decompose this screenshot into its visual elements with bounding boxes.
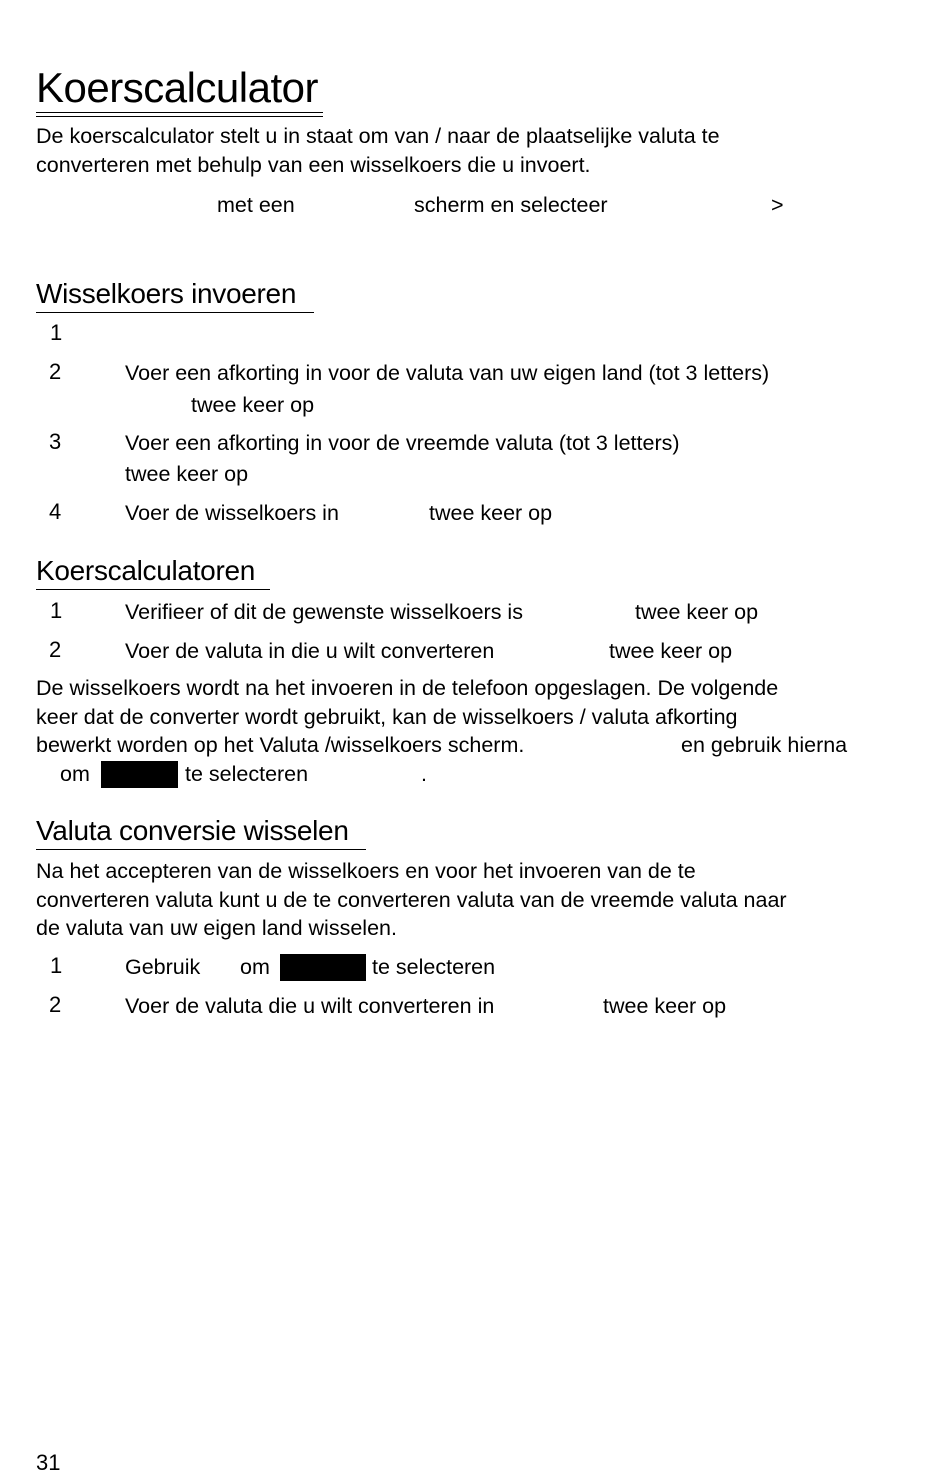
step-number: 3	[49, 429, 62, 454]
paragraph-line: de valuta van uw eigen land wisselen.	[36, 916, 397, 940]
paragraph-line: bewerkt worden op het Valuta /wisselkoers scherm.	[36, 733, 525, 757]
step-text-tail: twee keer op	[603, 994, 727, 1018]
step-text-tail: twee keer op	[609, 639, 733, 663]
intro-paragraph	[36, 122, 876, 179]
section-heading-underline	[36, 589, 270, 590]
paragraph-line: en gebruik hierna	[681, 733, 848, 757]
step-text: om	[240, 955, 270, 979]
step-text: Voer een afkorting in voor de vreemde valuta (tot 3 letters)	[125, 431, 680, 455]
intro-line: converteren met behulp van een wisselkoers die u invoert.	[36, 152, 591, 177]
section-heading-underline	[36, 849, 366, 850]
paragraph-line: om	[60, 762, 90, 786]
paragraph-line: converteren valuta kunt u de te converteren valuta van de vreemde valuta naar	[36, 887, 787, 912]
paragraph-line: keer dat de converter wordt gebruikt, kan de wisselkoers / valuta afkorting	[36, 704, 738, 729]
section-heading-underline	[36, 312, 314, 313]
redacted-key-icon	[101, 761, 178, 788]
section-heading: Wisselkoers invoeren	[36, 278, 297, 309]
step-number: 2	[49, 359, 62, 384]
step-number: 1	[50, 320, 63, 345]
paragraph-line: Na het accepteren van de wisselkoers en voor het invoeren van de te	[36, 859, 696, 883]
step-text: Voer de valuta die u wilt converteren in	[125, 994, 495, 1018]
step-text: te selecteren	[372, 955, 496, 979]
step-text: Voer de valuta in die u wilt converteren	[125, 639, 495, 663]
section-heading: Koerscalculatoren	[36, 555, 256, 586]
page-title: Koerscalculator	[36, 64, 318, 111]
step-text-tail: twee keer op	[635, 600, 759, 624]
step-text: Verifieer of dit de gewenste wisselkoers is	[125, 600, 523, 624]
section-heading: Valuta conversie wisselen	[36, 815, 349, 846]
step-text-cont: twee keer op	[125, 462, 249, 486]
step-number: 2	[49, 992, 62, 1017]
paragraph-line: De wisselkoers wordt na het invoeren in de telefoon opgeslagen. De volgende	[36, 676, 779, 700]
intro-line: De koerscalculator stelt u in staat om van / naar de plaatselijke valuta te	[36, 124, 720, 148]
step-number: 1	[50, 598, 63, 623]
step-number: 2	[49, 637, 62, 662]
access-arrow: >	[771, 193, 784, 217]
section3-paragraph	[36, 857, 876, 943]
title-underline-secondary	[36, 116, 323, 117]
redacted-key-icon	[280, 954, 366, 981]
step-number: 1	[50, 953, 63, 978]
access-text: scherm en selecteer	[414, 193, 608, 217]
access-text: met een	[217, 193, 295, 217]
step-text: Voer de wisselkoers in	[125, 501, 339, 525]
step-text: Voer een afkorting in voor de valuta van uw eigen land (tot 3 letters)	[125, 361, 770, 385]
paragraph-line: te selecteren	[185, 762, 309, 786]
step-number: 4	[49, 499, 62, 524]
step-text-tail: twee keer op	[429, 501, 553, 525]
section2-paragraph	[36, 674, 876, 731]
title-underline	[36, 112, 323, 113]
step-text-cont: twee keer op	[191, 393, 315, 417]
paragraph-line: .	[421, 762, 427, 786]
step-text: Gebruik	[125, 955, 201, 979]
page-number: 31	[36, 1450, 61, 1475]
